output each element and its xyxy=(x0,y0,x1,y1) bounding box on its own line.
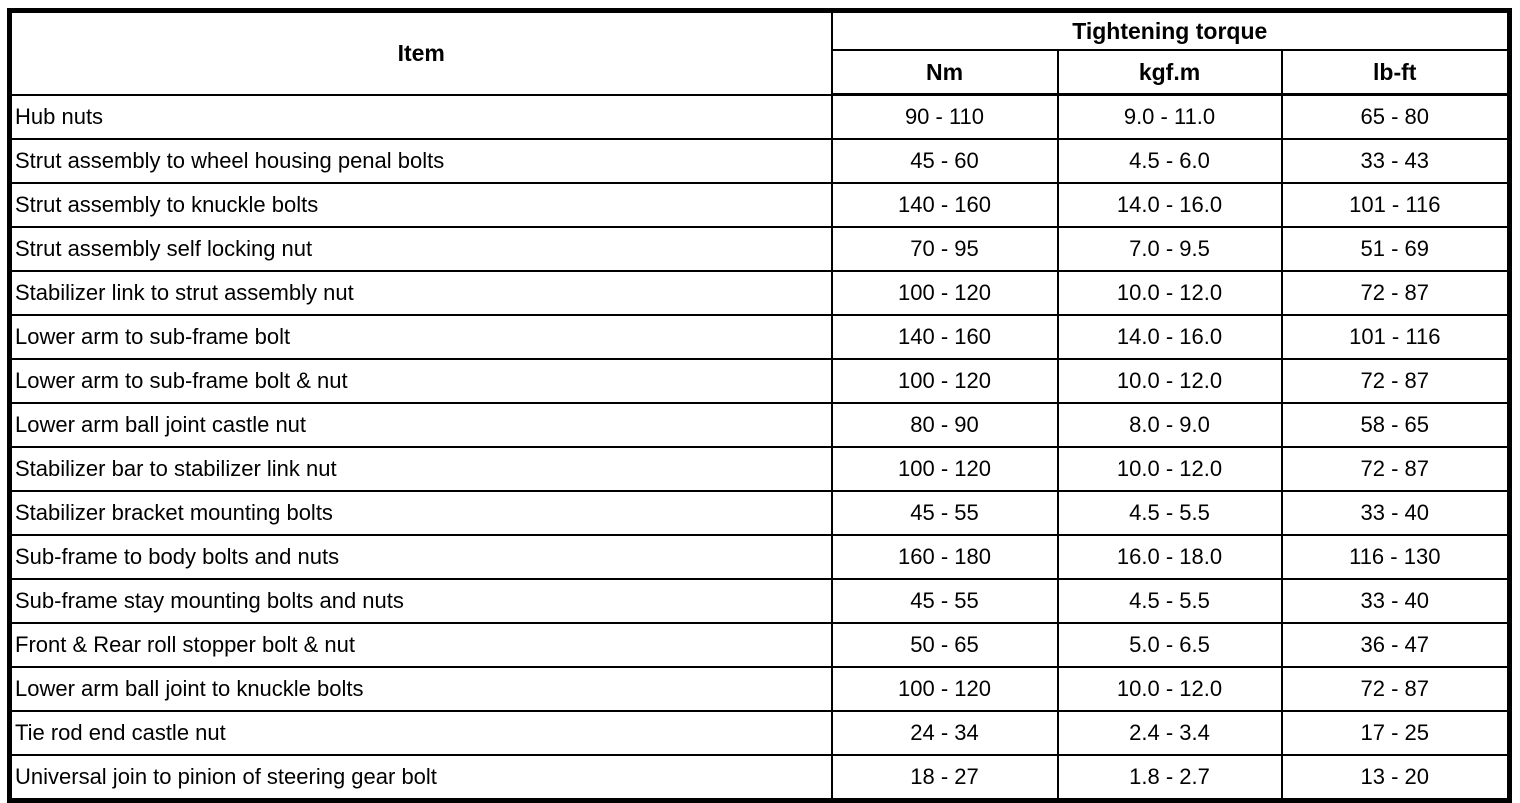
kgfm-cell: 4.5 - 5.5 xyxy=(1058,491,1282,535)
nm-cell: 18 - 27 xyxy=(832,755,1058,801)
item-cell: Lower arm ball joint castle nut xyxy=(10,403,832,447)
item-column-header: Item xyxy=(10,11,832,95)
table-row xyxy=(10,579,1510,623)
kgfm-cell: 9.0 - 11.0 xyxy=(1058,95,1282,140)
nm-cell: 100 - 120 xyxy=(832,447,1058,491)
nm-column-header: Nm xyxy=(832,50,1058,95)
table-row xyxy=(10,183,1510,227)
item-cell: Strut assembly self locking nut xyxy=(10,227,832,271)
nm-cell: 45 - 60 xyxy=(832,139,1058,183)
item-cell: Front & Rear roll stopper bolt & nut xyxy=(10,623,832,667)
kgfm-cell: 10.0 - 12.0 xyxy=(1058,667,1282,711)
item-cell: Hub nuts xyxy=(10,95,832,140)
table-row xyxy=(10,315,1510,359)
item-cell: Stabilizer bar to stabilizer link nut xyxy=(10,447,832,491)
item-cell: Lower arm to sub-frame bolt & nut xyxy=(10,359,832,403)
lbft-cell: 36 - 47 xyxy=(1282,623,1510,667)
item-cell: Lower arm to sub-frame bolt xyxy=(10,315,832,359)
table-row xyxy=(10,359,1510,403)
lbft-cell: 33 - 40 xyxy=(1282,579,1510,623)
nm-cell: 100 - 120 xyxy=(832,667,1058,711)
tightening-torque-table xyxy=(7,8,1512,803)
nm-cell: 70 - 95 xyxy=(832,227,1058,271)
lbft-cell: 72 - 87 xyxy=(1282,359,1510,403)
table-row xyxy=(10,271,1510,315)
lbft-cell: 17 - 25 xyxy=(1282,711,1510,755)
nm-cell: 50 - 65 xyxy=(832,623,1058,667)
lbft-column-header: lb-ft xyxy=(1282,50,1510,95)
table-row xyxy=(10,623,1510,667)
table-row xyxy=(10,535,1510,579)
nm-cell: 160 - 180 xyxy=(832,535,1058,579)
kgfm-cell: 8.0 - 9.0 xyxy=(1058,403,1282,447)
item-cell: Strut assembly to wheel housing penal bolts xyxy=(10,139,832,183)
nm-cell: 140 - 160 xyxy=(832,183,1058,227)
kgfm-cell: 5.0 - 6.5 xyxy=(1058,623,1282,667)
tightening-torque-group-header: Tightening torque xyxy=(832,11,1510,51)
lbft-cell: 116 - 130 xyxy=(1282,535,1510,579)
item-cell: Stabilizer bracket mounting bolts xyxy=(10,491,832,535)
item-cell: Strut assembly to knuckle bolts xyxy=(10,183,832,227)
lbft-cell: 101 - 116 xyxy=(1282,315,1510,359)
table-row xyxy=(10,667,1510,711)
kgfm-cell: 10.0 - 12.0 xyxy=(1058,359,1282,403)
lbft-cell: 58 - 65 xyxy=(1282,403,1510,447)
lbft-cell: 65 - 80 xyxy=(1282,95,1510,140)
table-header xyxy=(10,11,1510,95)
kgfm-cell: 14.0 - 16.0 xyxy=(1058,315,1282,359)
kgfm-column-header: kgf.m xyxy=(1058,50,1282,95)
kgfm-cell: 4.5 - 5.5 xyxy=(1058,579,1282,623)
kgfm-cell: 7.0 - 9.5 xyxy=(1058,227,1282,271)
lbft-cell: 101 - 116 xyxy=(1282,183,1510,227)
table-row xyxy=(10,491,1510,535)
item-cell: Tie rod end castle nut xyxy=(10,711,832,755)
kgfm-cell: 1.8 - 2.7 xyxy=(1058,755,1282,801)
lbft-cell: 51 - 69 xyxy=(1282,227,1510,271)
lbft-cell: 72 - 87 xyxy=(1282,667,1510,711)
kgfm-cell: 10.0 - 12.0 xyxy=(1058,271,1282,315)
table-row xyxy=(10,711,1510,755)
table-row xyxy=(10,139,1510,183)
table-row xyxy=(10,95,1510,140)
lbft-cell: 72 - 87 xyxy=(1282,447,1510,491)
nm-cell: 140 - 160 xyxy=(832,315,1058,359)
item-cell: Sub-frame stay mounting bolts and nuts xyxy=(10,579,832,623)
table-row xyxy=(10,755,1510,801)
group-header-row xyxy=(10,11,1510,51)
kgfm-cell: 4.5 - 6.0 xyxy=(1058,139,1282,183)
nm-cell: 80 - 90 xyxy=(832,403,1058,447)
item-cell: Universal join to pinion of steering gear bolt xyxy=(10,755,832,801)
kgfm-cell: 10.0 - 12.0 xyxy=(1058,447,1282,491)
nm-cell: 90 - 110 xyxy=(832,95,1058,140)
nm-cell: 45 - 55 xyxy=(832,579,1058,623)
lbft-cell: 13 - 20 xyxy=(1282,755,1510,801)
lbft-cell: 72 - 87 xyxy=(1282,271,1510,315)
torque-table-body xyxy=(10,95,1510,801)
table-row xyxy=(10,403,1510,447)
kgfm-cell: 14.0 - 16.0 xyxy=(1058,183,1282,227)
nm-cell: 100 - 120 xyxy=(832,271,1058,315)
kgfm-cell: 2.4 - 3.4 xyxy=(1058,711,1282,755)
kgfm-cell: 16.0 - 18.0 xyxy=(1058,535,1282,579)
table-row xyxy=(10,227,1510,271)
lbft-cell: 33 - 40 xyxy=(1282,491,1510,535)
lbft-cell: 33 - 43 xyxy=(1282,139,1510,183)
nm-cell: 100 - 120 xyxy=(832,359,1058,403)
nm-cell: 45 - 55 xyxy=(832,491,1058,535)
item-cell: Sub-frame to body bolts and nuts xyxy=(10,535,832,579)
item-cell: Stabilizer link to strut assembly nut xyxy=(10,271,832,315)
nm-cell: 24 - 34 xyxy=(832,711,1058,755)
table-row xyxy=(10,447,1510,491)
item-cell: Lower arm ball joint to knuckle bolts xyxy=(10,667,832,711)
